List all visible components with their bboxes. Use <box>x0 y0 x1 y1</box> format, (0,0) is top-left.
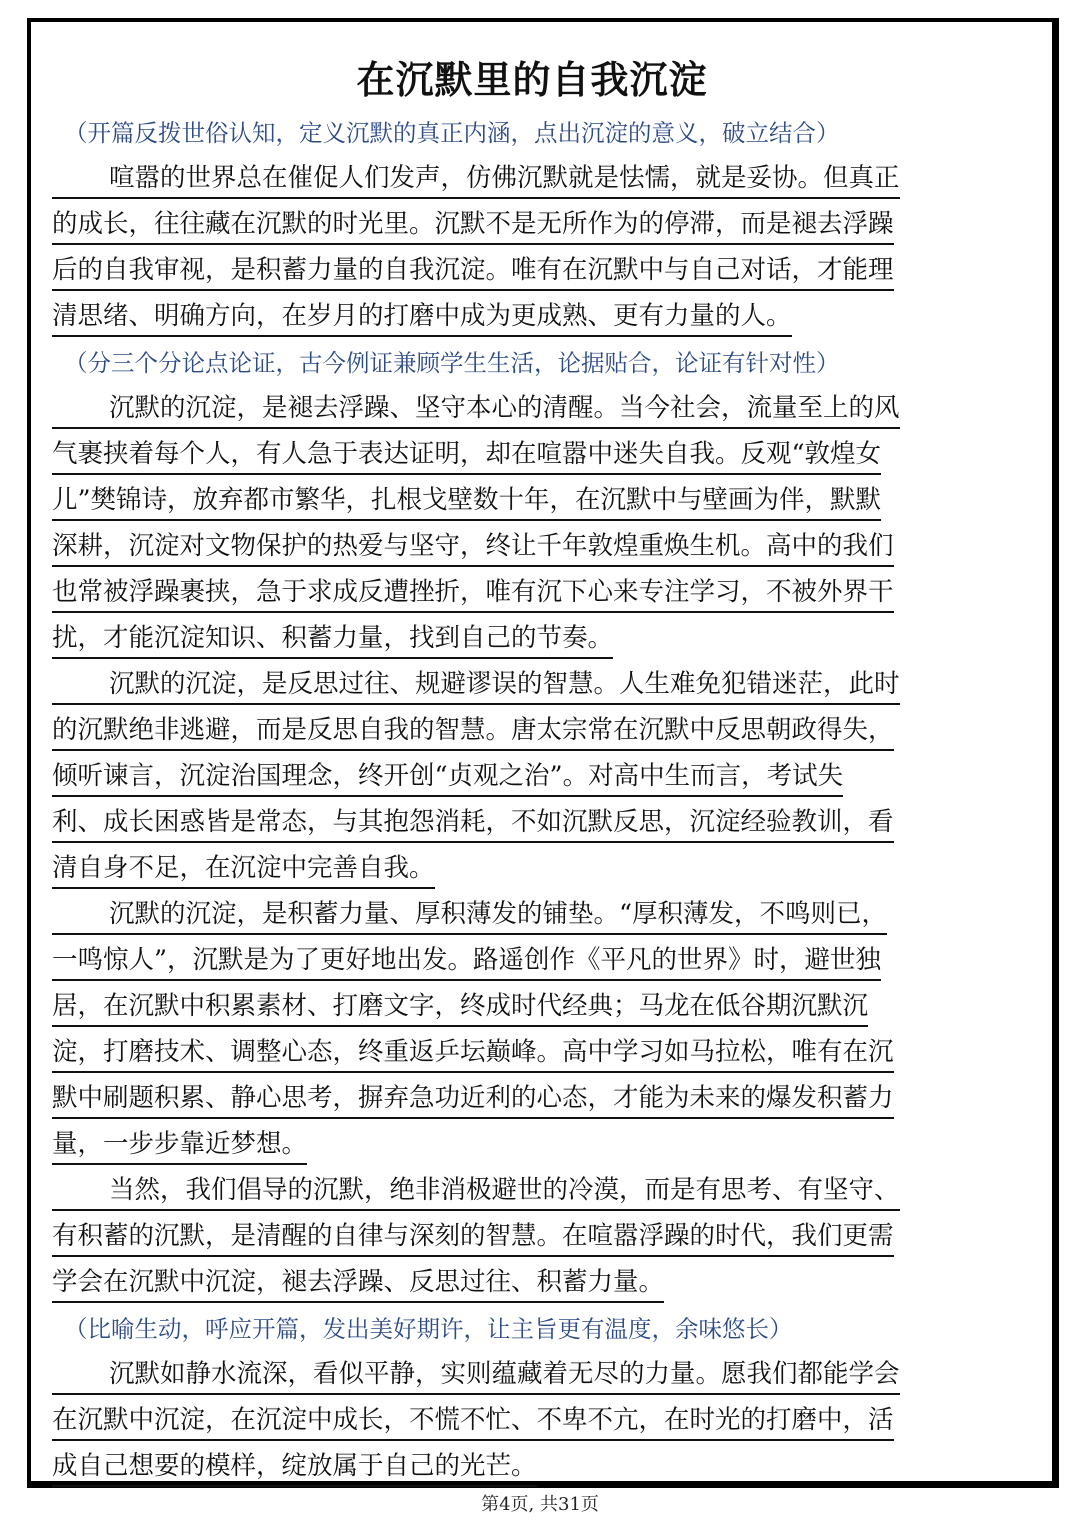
underlined-text: 默中刷题积累、静心思考，摒弃急功近利的心态，才能为未来的爆发积蓄力 <box>52 1079 894 1119</box>
essay-content <box>52 52 1012 1490</box>
annotation-note: （比喻生动，呼应开篇，发出美好期许，让主旨更有温度，余味悠长） <box>64 1315 793 1343</box>
paragraph-line <box>52 1076 1012 1122</box>
underlined-text: 沉默的沉淀，是反思过往、规避谬误的智慧。人生难免犯错迷茫，此时 <box>52 665 900 705</box>
underlined-text: 儿”樊锦诗，放弃都市繁华，扎根戈壁数十年，在沉默中与壁画为伴，默默 <box>52 481 881 521</box>
paragraph-line <box>52 1398 1012 1444</box>
underlined-text: 学会在沉默中沉淀，褪去浮躁、反思过往、积蓄力量。 <box>52 1263 664 1303</box>
paragraph-line <box>52 1030 1012 1076</box>
underlined-text: 气裹挟着每个人，有人急于表达证明，却在喧嚣中迷失自我。反观“敦煌女 <box>52 435 881 475</box>
underlined-text: 利、成长困惑皆是常态，与其抱怨消耗，不如沉默反思，沉淀经验教训，看 <box>52 803 894 843</box>
paragraph-line <box>52 800 1012 846</box>
underlined-text: 沉默的沉淀，是积蓄力量、厚积薄发的铺垫。“厚积薄发，不鸣则已， <box>52 895 887 935</box>
underlined-text: 后的自我审视，是积蓄力量的自我沉淀。唯有在沉默中与自己对话，才能理 <box>52 251 894 291</box>
essay-paragraph <box>52 892 1012 1168</box>
paragraph-line <box>52 984 1012 1030</box>
underlined-text: 扰，才能沉淀知识、积蓄力量，找到自己的节奏。 <box>52 619 613 659</box>
paragraph-line <box>52 938 1012 984</box>
paragraph-line <box>52 248 1012 294</box>
paragraph-line <box>52 846 1012 892</box>
paragraph-line <box>52 294 1012 340</box>
underlined-text: 喧嚣的世界总在催促人们发声，仿佛沉默就是怯懦，就是妥协。但真正 <box>52 159 900 199</box>
underlined-text: 清思绪、明确方向，在岁月的打磨中成为更成熟、更有力量的人。 <box>52 297 792 337</box>
underlined-text: 沉默如静水流深，看似平静，实则蕴藏着无尽的力量。愿我们都能学会 <box>52 1355 900 1395</box>
essay-paragraph <box>52 1352 1012 1490</box>
essay-body <box>52 110 1012 1490</box>
paragraph-line <box>52 662 1012 708</box>
essay-paragraph <box>52 1168 1012 1306</box>
underlined-text: 当然，我们倡导的沉默，绝非消极避世的冷漠，而是有思考、有坚守、 <box>52 1171 900 1211</box>
paragraph-line <box>52 892 1012 938</box>
paragraph-line <box>52 386 1012 432</box>
essay-title: 在沉默里的自我沉淀 <box>356 58 708 102</box>
paragraph-line <box>52 754 1012 800</box>
underlined-text: 倾听谏言，沉淀治国理念，终开创“贞观之治”。对高中生而言，考试失 <box>52 757 843 797</box>
page-number-footer: 第4页, 共31页 <box>481 1494 599 1515</box>
paragraph-line <box>52 1168 1012 1214</box>
paragraph-line <box>52 1122 1012 1168</box>
paragraph-line <box>52 202 1012 248</box>
underlined-text: 成自己想要的模样，绽放属于自己的光芒。 <box>52 1447 537 1487</box>
essay-paragraph <box>52 386 1012 662</box>
paragraph-line <box>52 478 1012 524</box>
paragraph-line <box>52 524 1012 570</box>
annotation-note: （开篇反拨世俗认知，定义沉默的真正内涵，点出沉淀的意义，破立结合） <box>64 119 840 147</box>
essay-paragraph <box>52 156 1012 340</box>
underlined-text: 在沉默中沉淀，在沉淀中成长，不慌不忙、不卑不亢，在时光的打磨中，活 <box>52 1401 894 1441</box>
paragraph-line <box>52 1260 1012 1306</box>
underlined-text: 一鸣惊人”，沉默是为了更好地出发。路遥创作《平凡的世界》时，避世独 <box>52 941 881 981</box>
paragraph-line <box>52 1352 1012 1398</box>
paragraph-line <box>52 570 1012 616</box>
underlined-text: 量，一步步靠近梦想。 <box>52 1125 307 1165</box>
underlined-text: 深耕，沉淀对文物保护的热爱与坚守，终让千年敦煌重焕生机。高中的我们 <box>52 527 894 567</box>
underlined-text: 也常被浮躁裹挟，急于求成反遭挫折，唯有沉下心来专注学习，不被外界干 <box>52 573 894 613</box>
underlined-text: 的沉默绝非逃避，而是反思自我的智慧。唐太宗常在沉默中反思朝政得失， <box>52 711 894 751</box>
paragraph-line <box>52 708 1012 754</box>
underlined-text: 清自身不足，在沉淀中完善自我。 <box>52 849 435 889</box>
underlined-text: 沉默的沉淀，是褪去浮躁、坚守本心的清醒。当今社会，流量至上的风 <box>52 389 900 429</box>
annotation-note: （分三个分论点论证，古今例证兼顾学生生活，论据贴合，论证有针对性） <box>64 349 840 377</box>
paragraph-line <box>52 156 1012 202</box>
essay-paragraph <box>52 662 1012 892</box>
paragraph-line <box>52 432 1012 478</box>
underlined-text: 的成长，往往藏在沉默的时光里。沉默不是无所作为的停滞，而是褪去浮躁 <box>52 205 894 245</box>
underlined-text: 有积蓄的沉默，是清醒的自律与深刻的智慧。在喧嚣浮躁的时代，我们更需 <box>52 1217 894 1257</box>
paragraph-line <box>52 1444 1012 1490</box>
underlined-text: 淀，打磨技术、调整心态，终重返乒坛巅峰。高中学习如马拉松，唯有在沉 <box>52 1033 894 1073</box>
underlined-text: 居，在沉默中积累素材、打磨文字，终成时代经典；马龙在低谷期沉默沉 <box>52 987 868 1027</box>
paragraph-line <box>52 1214 1012 1260</box>
paragraph-line <box>52 616 1012 662</box>
